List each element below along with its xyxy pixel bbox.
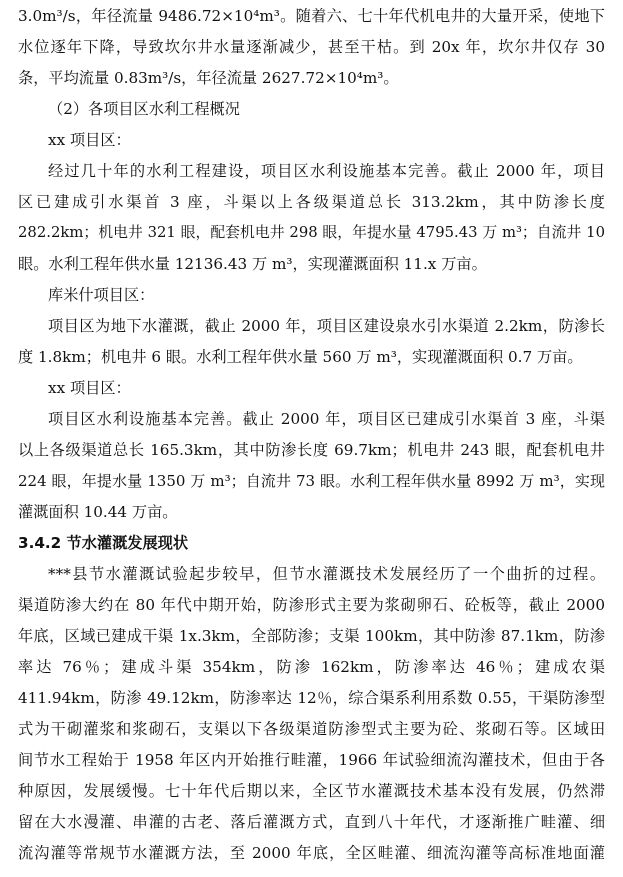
text-line: 渠道防渗大约在 80 年代中期开始，防渗形式主要为浆砌卵石、砼板等，截止 2000 <box>18 596 605 614</box>
text-line: 间节水工程始于 1958 年区内开始推行畦灌，1966 年试验细流沟灌技术，但由于各 <box>18 751 605 769</box>
text-line: 224 眼，年提水量 1350 万 m³；自流井 73 眼。水利工程年供水量 8992 万 m³，实现 <box>18 472 605 490</box>
project-area-label: xx 项目区： <box>48 379 131 397</box>
text-line: 率达 76％；建成斗渠 354km，防渗 162km，防渗率达 46％；建成农渠 <box>18 658 605 676</box>
project-area-label: xx 项目区： <box>48 131 131 149</box>
text-line: 度 1.8km；机电井 6 眼。水利工程年供水量 560 万 m³，实现灌溉面积 0.7 万亩。 <box>18 348 583 366</box>
text-line: 411.94km，防渗 49.12km，防渗率达 12％，综合渠系利用系数 0.55，干渠防渗型 <box>18 689 605 707</box>
text-line: 经过几十年的水利工程建设，项目区水利设施基本完善。截止 2000 年，项目 <box>48 162 605 180</box>
text-line: 区已建成引水渠首 3 座，斗渠以上各级渠道总长 313.2km，其中防渗长度 <box>18 193 605 211</box>
text-line: 灌溉面积 10.44 万亩。 <box>18 503 178 521</box>
text-line: 流沟灌等常规节水灌溉方法，至 2000 年底，全区畦灌、细流沟灌等高标准地面灌 <box>18 844 605 862</box>
text-line: 条，平均流量 0.83m³/s，年径流量 2627.72×10⁴m³。 <box>18 69 399 87</box>
text-line: 以上各级渠道总长 165.3km，其中防渗长度 69.7km；机电井 243 眼，配套机电井 <box>18 441 605 459</box>
text-line: 年底，区域已建成干渠 1x.3km，全部防渗；支渠 100km，其中防渗 87.1km，防渗 <box>18 627 605 645</box>
text-line: 282.2km；机电井 321 眼，配套机电井 298 眼，年提水量 4795.43 万 m³；自流井 10 <box>18 224 605 241</box>
text-line: 水位逐年下降，导致坎尔井水量逐渐减少，甚至干枯。到 20x 年，坎尔井仅存 30 <box>18 38 605 56</box>
text-line: ***县节水灌溉试验起步较早，但节水灌溉技术发展经历了一个曲折的过程。 <box>48 565 605 583</box>
section-heading: 3.4.2 节水灌溉发展现状 <box>18 534 189 552</box>
section-subheading: （2）各项目区水利工程概况 <box>48 100 240 118</box>
text-line: 项目区水利设施基本完善。截止 2000 年，项目区已建成引水渠首 3 座，斗渠 <box>48 410 605 428</box>
text-line: 3.0m³/s，年径流量 9486.72×10⁴m³。随着六、七十年代机电井的大量开采，使地下 <box>18 7 605 25</box>
text-line: 留在大水漫灌、串灌的古老、落后灌溉方式，直到八十年代，才逐渐推广畦灌、细 <box>18 813 605 831</box>
text-line: 项目区为地下水灌溉，截止 2000 年，项目区建设泉水引水渠道 2.2km，防渗长 <box>48 317 605 335</box>
text-line: 种原因，发展缓慢。七十年代后期以来，全区节水灌溉技术基本没有发展，仍然滞 <box>18 782 605 800</box>
project-area-label: 库米什项目区： <box>48 286 155 304</box>
text-line: 眼。水利工程年供水量 12136.43 万 m³，实现灌溉面积 11.x 万亩。 <box>18 255 487 273</box>
text-line: 式为干砌灌浆和浆砌石，支渠以下各级渠道防渗型式主要为砼、浆砌石等。区域田 <box>18 720 605 738</box>
